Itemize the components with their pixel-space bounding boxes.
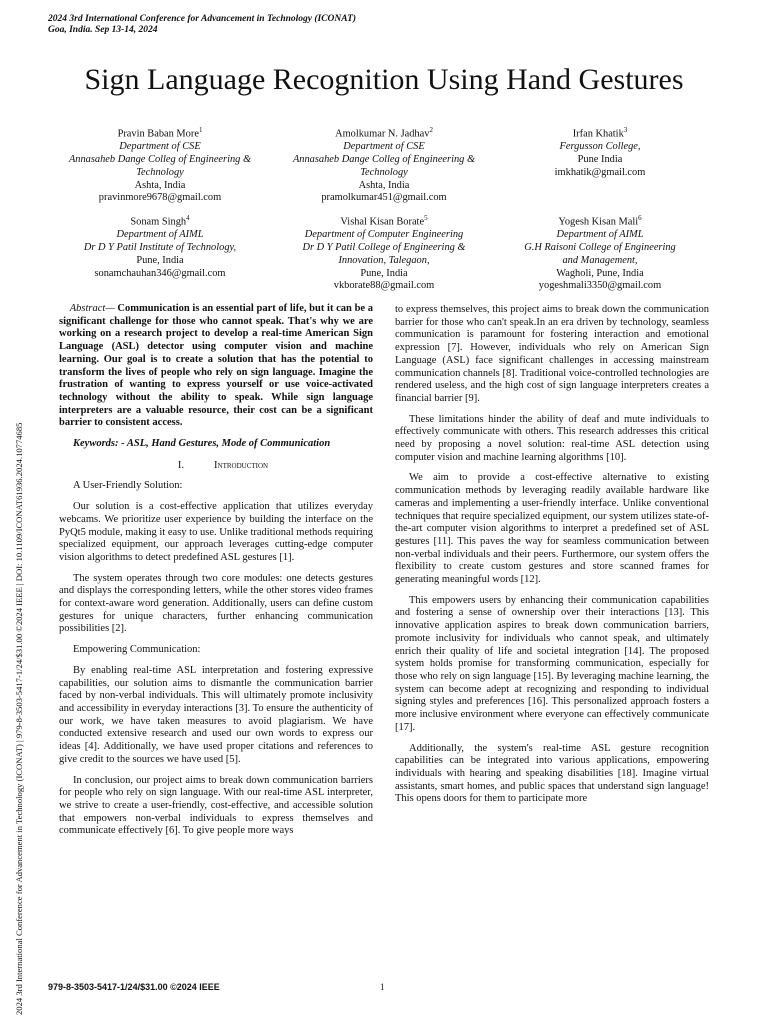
paper-title: Sign Language Recognition Using Hand Gestures [84, 63, 684, 96]
author-name-line [480, 212, 720, 229]
author-6 [480, 212, 720, 293]
author-name: Amolkumar N. Jadhav [335, 128, 430, 140]
left-body [59, 480, 373, 838]
author-institution-line: Technology [136, 166, 184, 178]
page-number: 1 [380, 982, 385, 992]
body-paragraph: The system operates through two core modules: one detects gestures and displays the corresponding letters, while the other stores video frames for context-aware word generation. Additionally, users can define custom gestures for unique characters, further enhancing communication possibilities [2]. [59, 572, 373, 635]
author-4 [40, 212, 280, 280]
author-5 [264, 212, 504, 293]
author-name-line [264, 124, 504, 141]
keywords: Keywords: - ASL, Hand Gestures, Mode of Communication [73, 438, 331, 450]
author-email: imkhatik@gmail.com [554, 166, 646, 178]
author-institution-line: Dr D Y Patil Institute of Technology, [83, 242, 237, 254]
author-affiliation-number: 6 [638, 214, 642, 222]
author-affiliation-number: 2 [429, 126, 433, 134]
author-name-line [480, 124, 720, 141]
author-name: Vishal Kisan Borate [340, 216, 425, 228]
author-email: pravinmore9678@gmail.com [98, 192, 222, 204]
body-paragraph: Additionally, the system's real-time ASL gesture recognition capabilities can be integrated into various applications, empowering individuals with hearing and speaking disabilities [18]. Imagine virtual assistants, smart homes, and public spaces that understand sign language! This opens doors for them to participate more [395, 742, 709, 805]
author-affiliation-number: 1 [198, 126, 203, 134]
author-name: Irfan Khatik [572, 128, 624, 140]
author-affiliation-number: 5 [424, 214, 428, 222]
author-name: Sonam Singh [130, 216, 187, 228]
author-name-line [264, 212, 504, 229]
body-paragraph: Our solution is a cost-effective application that utilizes everyday webcams. We prioritize user experience by building the interface on the PyQt5 module, making it easy to use. Unlike traditional methods requiring specialized equipment, our approach leverages cutting-edge computer vision algorithms to detect predefined ASL gestures [1]. [59, 501, 373, 563]
author-department: Fergusson College, [559, 141, 641, 153]
body-paragraph: We aim to provide a cost-effective alternative to existing communication methods by leveraging readily available hardware like cameras and implementing a user-friendly interface. Unlike conventional techniques that require specialized equipment, our system utilizes state-of-the-art computer vision algorithms to interpret a predefined set of ASL gestures [11]. This paves the way for seamless communication between non-verbal individuals and their peers. Furthermore, our system offers the flexibility to create custom gestures and store scanned frames for generating meaningful words [12]. [395, 472, 709, 586]
author-institution-line: Technology [360, 166, 408, 178]
right-body [395, 304, 709, 806]
author-name-line [40, 212, 280, 229]
author-institution-line: Dr D Y Patil College of Engineering & [302, 242, 466, 254]
author-1 [40, 124, 280, 205]
author-institution-line: Innovation, Talegaon, [338, 254, 430, 266]
author-3 [480, 124, 720, 180]
author-affiliation-number: 3 [623, 126, 628, 134]
author-institution-line: Annasaheb Dange Colleg of Engineering & [292, 154, 476, 166]
author-location: Ashta, India [358, 179, 410, 191]
author-department: Department of Computer Engineering [304, 229, 464, 241]
author-email: pramolkumar451@gmail.com [321, 192, 447, 204]
right-column [395, 304, 709, 814]
body-paragraph: to express themselves, this project aims to break down the communication barrier for those who can't speak.In an era driven by technology, seamless communication is paramount for fostering interaction and emotional expression [7]. However, individuals who rely on American Sign Language (ASL) face significant challenges in accessing mainstream communication channels [8]. Traditional voice-controlled technologies are rendered useless, and the high cost of sign language interpreters creates a financial barrier [9]. [395, 304, 709, 404]
author-name: Pravin Baban More [117, 128, 199, 140]
author-email: vkborate88@gmail.com [333, 280, 435, 292]
conference-location-date: Goa, India. Sep 13-14, 2024 [48, 25, 158, 35]
abstract-lead: Abstract— [69, 303, 115, 314]
subheading: Empowering Communication: [73, 644, 201, 656]
section-heading [59, 460, 373, 473]
author-email: yogeshmali3350@gmail.com [538, 280, 662, 292]
sidebar-doi-text: 2024 3rd International Conference for Advancement in Technology (ICONAT) | 979-8-3503-5417-1/24/$31.00 ©2024 IEEE | DOI: 10.1109/ICONAT61936.2024.10774685 [14, 422, 24, 1015]
body-paragraph: This empowers users by enhancing their communication capabilities and fostering a sense of ownership over their interactions [13]. This innovative application aspires to break down communication barriers, promote inclusivity for individuals who cannot speak, and ultimately enrich their quality of life and societal integration [14]. The proposed system holds promise for transforming communication, especially for those who rely on sign language [15]. By leveraging machine learning, the system can become adept at recognizing and responding to individual signing styles and preferences [16]. This personalized approach fosters a more inclusive environment where everyone can effectively communicate [17]. [395, 594, 709, 733]
author-email: sonamchauhan346@gmail.com [94, 267, 226, 279]
author-department: Department of AIML [116, 229, 204, 241]
author-location: Pune India [577, 154, 623, 166]
abstract [59, 303, 373, 430]
author-department: Department of CSE [119, 141, 201, 153]
author-location: Pune, India [360, 267, 408, 279]
left-column [59, 303, 373, 846]
section-number: I. [177, 459, 185, 471]
body-paragraph: In conclusion, our project aims to break down communication barriers for people who rely on sign language. With our real-time ASL interpreter, we strive to create a user-friendly, cost-effective, and accessible solution that empowers non-verbal individuals to express themselves and communicate effectively [6]. To give people more ways [59, 774, 373, 837]
author-department: Department of CSE [343, 141, 425, 153]
author-location: Ashta, India [134, 179, 186, 191]
conference-name: 2024 3rd International Conference for Advancement in Technology (ICONAT) [48, 14, 357, 24]
author-2 [264, 124, 504, 205]
author-location: Pune, India [136, 254, 184, 266]
author-institution-line: G.H Raisoni College of Engineering [524, 242, 676, 254]
section-title: Introduction [214, 459, 269, 471]
footer-isbn: 979-8-3503-5417-1/24/$31.00 ©2024 IEEE [48, 982, 220, 992]
author-department: Department of AIML [556, 229, 644, 241]
author-institution-line: and Management, [562, 254, 638, 266]
author-affiliation-number: 4 [186, 214, 190, 222]
author-name: Yogesh Kisan Mali [558, 216, 639, 228]
body-paragraph: By enabling real-time ASL interpretation and fostering expressive capabilities, our solution aims to dismantle the communication barrier faced by non-verbal individuals. This will ultimately promote inclusivity and accessibility in everyday interactions [3]. To ensure the authenticity of our work, we have taken measures to avoid plagiarism. We have conducted extensive research and used our own words to express our ideas [4]. Additionally, we have used proper citations and references to give credit to the sources we have used [5]. [59, 664, 373, 765]
author-location: Wagholi, Pune, India [556, 267, 644, 279]
body-paragraph: These limitations hinder the ability of deaf and mute individuals to effectively communicate with others. This research addresses this critical need by proposing a novel solution: real-time ASL detection using computer vision and machine learning algorithms [10]. [395, 413, 709, 463]
author-name-line [40, 124, 280, 141]
abstract-text: Communication is an essential part of life, but it can be a significant challenge for those who cannot speak. That's why we are working on a research project to develop a real-time American Sign Language (ASL) detector using computer vision and machine learning. Our goal is to create a solution that has the potential to transform the lives of people who rely on sign language. Imagine the frustration of wanting to express yourself or use voice-activated technology without the ability to speak. While sign language interpreters are a valuable resource, their cost can be a significant barrier to consistent access. [59, 303, 374, 429]
author-institution-line: Annasaheb Dange Colleg of Engineering & [68, 154, 252, 166]
subheading: A User-Friendly Solution: [73, 480, 183, 492]
